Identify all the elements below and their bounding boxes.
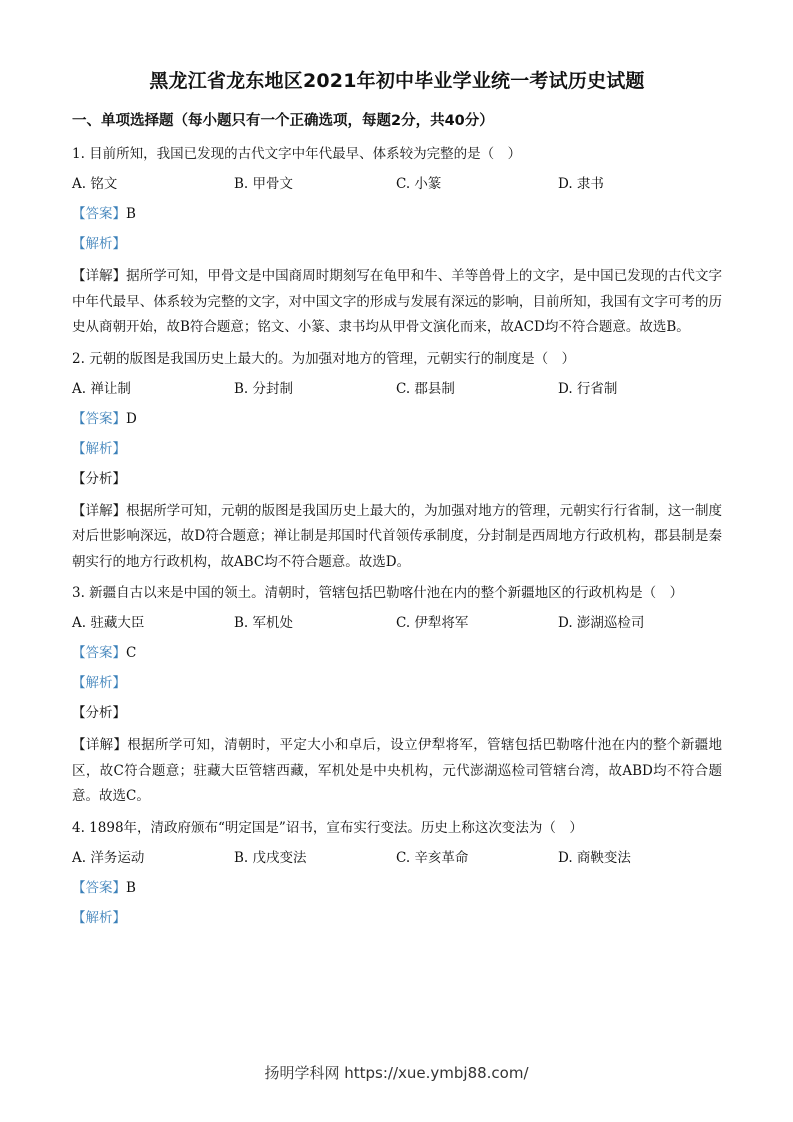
question-2-analysis-sub: 【分析】 (72, 470, 126, 487)
question-3-detail: 【详解】根据所学可知，清朝时，平定大小和卓后，设立伊犁将军，管辖包括巴勒喀什池在内的整个新疆地区，故C符合题意；驻藏大臣管辖西藏，军机处是中央机构，元代澎湖巡检司管辖台湾，故ABD均不符合题意。故选C。 (72, 737, 722, 804)
option-c: C. 小篆 (396, 176, 442, 192)
question-2-stem: 2. 元朝的版图是我国历史上最大的。为加强对地方的管理，元朝实行的制度是（ ） (72, 350, 576, 367)
answer-tag: 【答案】 (72, 206, 126, 222)
option-c: C. 郡县制 (396, 380, 455, 397)
option-b: B. 甲骨文 (234, 176, 294, 192)
question-1-stem: 1. 目前所知，我国已发现的古代文字中年代最早、体系较为完整的是（ ） (72, 146, 522, 162)
question-3-analysis-tag: 【解析】 (72, 675, 126, 691)
answer-tag: 【答案】 (72, 645, 126, 661)
question-2-answer (72, 409, 722, 429)
answer-tag: 【答案】 (72, 879, 126, 896)
answer-value: C (126, 645, 137, 661)
question-1-analysis-tag: 【解析】 (72, 236, 126, 252)
option-c: C. 辛亥革命 (396, 849, 469, 866)
option-d: D. 商鞅变法 (558, 849, 631, 866)
option-c: C. 伊犁将军 (396, 615, 469, 631)
option-b: B. 戊戌变法 (234, 849, 307, 866)
option-a: A. 铭文 (72, 176, 118, 192)
answer-value: B (126, 879, 136, 896)
question-3-answer (72, 643, 722, 663)
answer-value: B (126, 206, 136, 222)
question-3-options (72, 613, 722, 633)
exam-page (72, 66, 722, 938)
question-1-answer (72, 204, 722, 224)
option-a: A. 禅让制 (72, 380, 131, 397)
question-2-analysis-tag: 【解析】 (72, 440, 126, 457)
question-2-options (72, 379, 722, 399)
option-a: A. 驻藏大臣 (72, 615, 145, 631)
question-3-stem: 3. 新疆自古以来是中国的领土。清朝时，管辖包括巴勒喀什池在内的整个新疆地区的行政机构是（ ） (72, 585, 684, 601)
option-d: D. 隶书 (558, 176, 604, 192)
question-4-stem: 4. 1898年，清政府颁布“明定国是”诏书，宣布实行变法。历史上称这次变法为（ ） (72, 819, 583, 836)
question-2-detail: 【详解】根据所学可知，元朝的版图是我国历史上最大的，为加强对地方的管理，元朝实行行省制，这一制度对后世影响深远，故D符合题意；禅让制是邦国时代首领传承制度，分封制是西周地方行政机构，郡县制是秦朝实行的地方行政机构，故ABC均不符合题意。故选D。 (72, 502, 722, 570)
option-b: B. 军机处 (234, 615, 294, 631)
option-d: D. 澎湖巡检司 (558, 615, 645, 631)
option-b: B. 分封制 (234, 380, 294, 397)
answer-value: D (126, 410, 137, 427)
option-a: A. 洋务运动 (72, 849, 145, 866)
question-4-answer (72, 878, 722, 898)
question-3-analysis-sub: 【分析】 (72, 705, 126, 721)
question-1-options (72, 174, 722, 194)
answer-tag: 【答案】 (72, 410, 126, 427)
page-title: 黑龙江省龙东地区2021年初中毕业学业统一考试历史试题 (149, 70, 645, 92)
option-d: D. 行省制 (558, 380, 618, 397)
question-4-analysis-tag: 【解析】 (72, 909, 126, 926)
question-4-options (72, 848, 722, 868)
section-heading: 一、单项选择题（每小题只有一个正确选项，每题2分，共40分） (72, 113, 494, 129)
question-1-detail: 【详解】据所学可知，甲骨文是中国商周时期刻写在龟甲和牛、羊等兽骨上的文字，是中国已发现的古代文字中年代最早、体系较为完整的文字，对中国文字的形成与发展有深远的影响，目前所知，我国有文字可考的历史从商朝开始，故B符合题意；铭文、小篆、隶书均从甲骨文演化而来，故ACD均不符合题意。故选B。 (72, 268, 722, 335)
footer-watermark: 扬明学科网 https://xue.ymbj88.com/ (264, 1064, 529, 1082)
